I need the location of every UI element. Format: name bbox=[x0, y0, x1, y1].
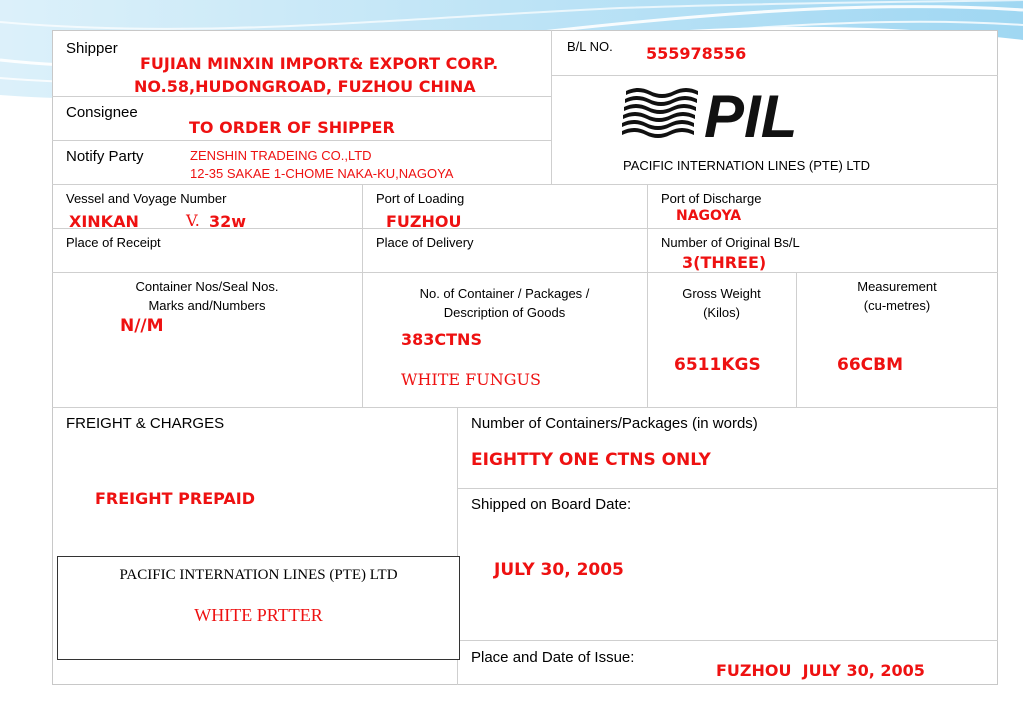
packages-count: 383CTNS bbox=[401, 330, 482, 349]
voyage-prefix: V. bbox=[186, 211, 200, 230]
divider bbox=[52, 272, 998, 273]
packages-words-value: EIGHTTY ONE CTNS ONLY bbox=[471, 450, 711, 470]
carrier-name: PACIFIC INTERNATION LINES (PTE) LTD bbox=[623, 158, 871, 173]
shipped-on-board-value: JULY 30, 2005 bbox=[494, 560, 624, 580]
original-bs-label: Number of Original Bs/L bbox=[661, 235, 800, 250]
notify-party-label: Notify Party bbox=[66, 148, 144, 165]
gross-weight-label: Gross Weight bbox=[682, 286, 761, 301]
port-discharge-label: Port of Discharge bbox=[661, 191, 762, 206]
voyage-number: 32w bbox=[209, 212, 247, 231]
packages-label: No. of Container / Packages / bbox=[419, 286, 590, 301]
pil-logo bbox=[622, 85, 827, 141]
marks-value: N//M bbox=[120, 316, 164, 336]
marks-numbers-label: Marks and/Numbers bbox=[148, 298, 266, 313]
vessel-label: Vessel and Voyage Number bbox=[66, 191, 227, 206]
consignee-label: Consignee bbox=[66, 104, 138, 121]
port-loading-value: FUZHOU bbox=[386, 212, 462, 231]
place-delivery-label: Place of Delivery bbox=[376, 235, 474, 250]
carrier-stamp bbox=[57, 556, 460, 660]
place-receipt-label: Place of Receipt bbox=[66, 235, 161, 250]
notify-party-name: ZENSHIN TRADEING CO.,LTD bbox=[190, 148, 372, 163]
shipper-name: FUJIAN MINXIN IMPORT& EXPORT CORP. bbox=[140, 54, 499, 73]
shipper-address: NO.58,HUDONGROAD, FUZHOU CHINA bbox=[134, 77, 476, 96]
description-label: Description of Goods bbox=[443, 305, 566, 320]
packages-words-label: Number of Containers/Packages (in words) bbox=[471, 415, 758, 432]
gross-weight-value: 6511KGS bbox=[674, 355, 761, 375]
port-discharge-value: NAGOYA bbox=[676, 208, 742, 224]
shipper-label: Shipper bbox=[66, 40, 118, 57]
measurement-value: 66CBM bbox=[837, 355, 904, 375]
divider bbox=[52, 140, 551, 141]
pil-logo-text: PIL bbox=[704, 85, 798, 141]
issue-value: FUZHOU JULY 30, 2005 bbox=[716, 661, 925, 680]
bl-number: 555978556 bbox=[646, 44, 747, 63]
divider bbox=[52, 96, 551, 97]
freight-value: FREIGHT PREPAID bbox=[95, 489, 255, 508]
goods-description: WHITE FUNGUS bbox=[401, 370, 541, 389]
port-loading-label: Port of Loading bbox=[376, 191, 465, 206]
notify-party-address: 12-35 SAKAE 1-CHOME NAKA-KU,NAGOYA bbox=[190, 166, 454, 181]
divider bbox=[52, 407, 998, 408]
divider bbox=[457, 640, 998, 641]
divider bbox=[551, 30, 552, 184]
divider bbox=[457, 488, 998, 489]
vessel-name: XINKAN bbox=[69, 212, 139, 231]
original-bs-value: 3(THREE) bbox=[682, 253, 767, 272]
divider bbox=[52, 184, 998, 185]
divider bbox=[551, 75, 998, 76]
stamp-company: PACIFIC INTERNATION LINES (PTE) LTD bbox=[119, 567, 398, 583]
gross-weight-unit-label: (Kilos) bbox=[703, 305, 740, 320]
container-nos-label: Container Nos/Seal Nos. bbox=[135, 279, 279, 294]
shipped-on-board-label: Shipped on Board Date: bbox=[471, 496, 632, 513]
issue-label: Place and Date of Issue: bbox=[471, 649, 635, 666]
freight-label: FREIGHT & CHARGES bbox=[66, 415, 225, 432]
consignee-value: TO ORDER OF SHIPPER bbox=[189, 118, 395, 137]
stamp-signature: WHITE PRTTER bbox=[194, 605, 323, 625]
bl-number-label: B/L NO. bbox=[567, 39, 613, 54]
measurement-label: Measurement bbox=[857, 279, 937, 294]
measurement-unit-label: (cu-metres) bbox=[863, 298, 931, 313]
